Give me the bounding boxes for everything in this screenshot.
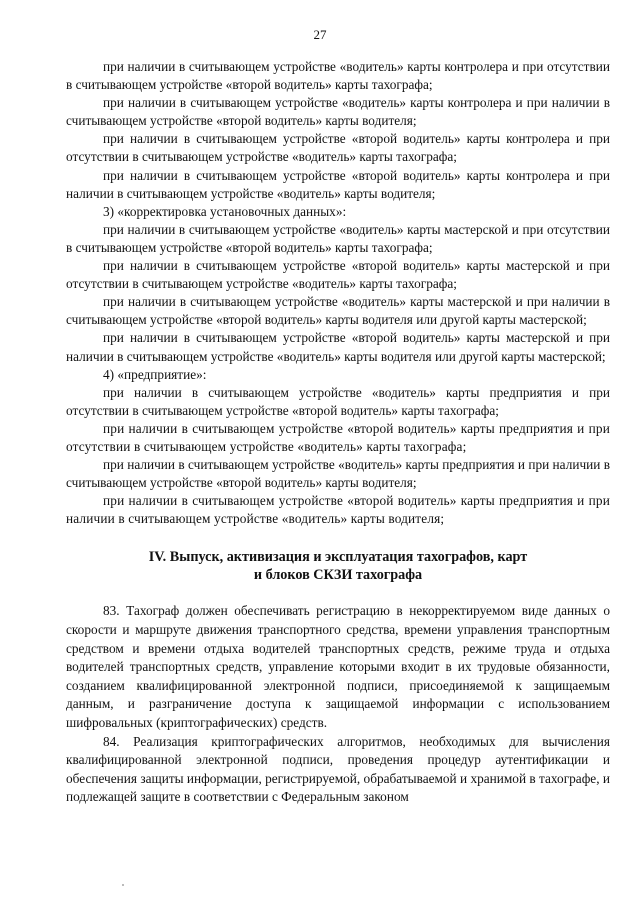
clause-83: 83. Тахограф должен обеспечивать регистрацию в некорректируемом виде данных о скорости и маршруте движения транспортного средства, времени управления транспортным средством и времени отдыха водителей транспортных средств, режиме труда и отдыха водителей транспортных средств, управление которыми входит в их трудовые обязанности, созданием квалифицированной электронной подписи, присоединяемой к защищаемым данным, и разграничение доступа к защищаемой информации с использованием шифровальных (криптографических) средств.	[66, 603, 610, 730]
list-subheading: 4) «предприятие»:	[103, 366, 207, 382]
page-number: 27	[313, 27, 327, 42]
list-paragraph: при наличии в считывающем устройстве «второй водитель» карты мастерской и при отсутствии в считывающем устройстве «водитель» карты тахографа;	[66, 258, 610, 292]
list-paragraph: при наличии в считывающем устройстве «второй водитель» карты предприятия и при наличии в считывающем устройстве «водитель» карты водителя;	[66, 493, 610, 527]
list-paragraph: при наличии в считывающем устройстве «водитель» карты контролера и при наличии в считывающем устройстве «второй водитель» карты водителя;	[66, 95, 610, 129]
section-heading-line-1: IV. Выпуск, активизация и эксплуатация тахографов, карт	[148, 549, 528, 566]
list-paragraph: при наличии в считывающем устройстве «второй водитель» карты предприятия и при отсутствии в считывающем устройстве «водитель» карты тахографа;	[66, 420, 610, 454]
list-paragraph: при наличии в считывающем устройстве «водитель» карты предприятия и при отсутствии в считывающем устройстве «второй водитель» карты тахографа;	[66, 384, 610, 418]
list-paragraph: при наличии в считывающем устройстве «второй водитель» карты контролера и при отсутствии в считывающем устройстве «водитель» карты тахографа;	[66, 131, 610, 165]
list-paragraph: при наличии в считывающем устройстве «водитель» карты мастерской и при наличии в считывающем устройстве «второй водитель» карты водителя или другой карты мастерской;	[66, 294, 610, 328]
document-text	[66, 58, 610, 807]
clause-84: 84. Реализация криптографических алгоритмов, необходимых для вычисления квалифицированной электронной подписи, проведения процедур аутентификации и обеспечения защиты информации, регистрируемой, обрабатываемой и хранимой в тахографе, и подлежащей защите в соответствии с Федеральным законом	[66, 733, 610, 805]
section-heading	[66, 548, 610, 584]
list-paragraph: при наличии в считывающем устройстве «водитель» карты предприятия и при наличии в считывающем устройстве «второй водитель» карты водителя;	[66, 457, 610, 491]
section-heading-line-2: и блоков СКЗИ тахографа	[253, 567, 423, 584]
scan-speck	[122, 884, 124, 886]
list-paragraph: при наличии в считывающем устройстве «водитель» карты контролера и при отсутствии в считывающем устройстве «второй водитель» карты тахографа;	[66, 59, 610, 93]
list-paragraph: при наличии в считывающем устройстве «второй водитель» карты мастерской и при наличии в считывающем устройстве «водитель» карты водителя или другой карты мастерской;	[66, 330, 610, 364]
list-paragraph: при наличии в считывающем устройстве «водитель» карты мастерской и при отсутствии в считывающем устройстве «второй водитель» карты тахографа;	[66, 221, 610, 255]
list-paragraph: при наличии в считывающем устройстве «второй водитель» карты контролера и при наличии в считывающем устройстве «водитель» карты водителя;	[66, 167, 610, 201]
list-subheading: 3) «корректировка установочных данных»:	[103, 203, 347, 219]
